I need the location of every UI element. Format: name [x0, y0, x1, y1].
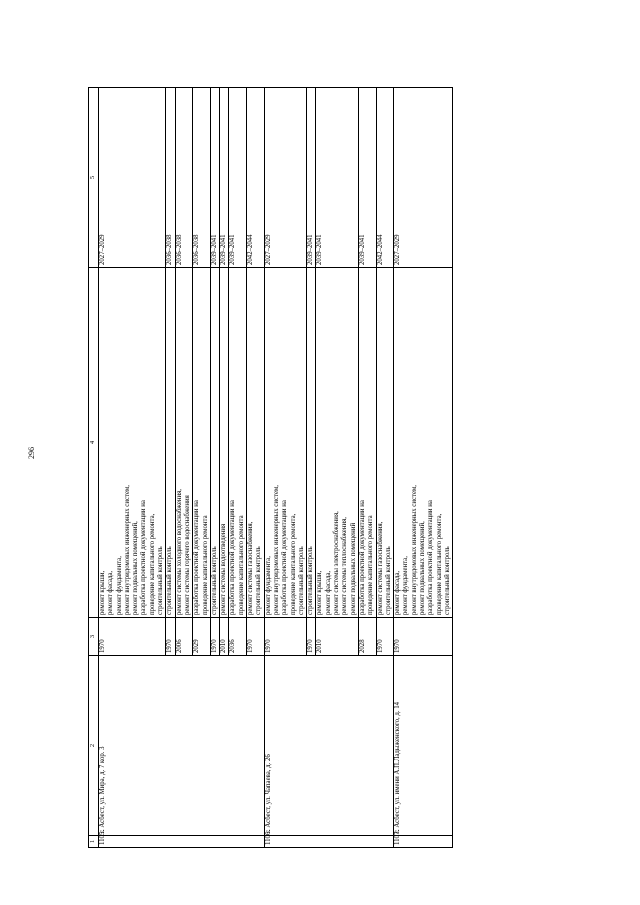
- commission-year: 1970: [166, 618, 175, 656]
- planned-period: 2042–2044: [247, 88, 265, 268]
- commission-year: 1970: [264, 618, 306, 656]
- planned-period: 2039–2041: [229, 88, 247, 268]
- table-header-row: [89, 88, 99, 848]
- header-col-4: 4: [89, 268, 99, 618]
- commission-year: 1970: [394, 618, 453, 656]
- planned-period: 2036–2038: [166, 88, 175, 268]
- object-number: 1105.: [99, 836, 265, 848]
- table-body: [99, 88, 453, 848]
- planned-period: 2042–2044: [376, 88, 394, 268]
- planned-period: 2027–2029: [264, 88, 306, 268]
- commission-year: 1970: [247, 618, 265, 656]
- object-address: г. Асбест, ул. Чапаева, д. 26: [264, 656, 393, 836]
- table-row: [99, 88, 166, 848]
- capital-repair-schedule-table: [88, 87, 453, 848]
- planned-period: 2039–2041: [358, 88, 376, 268]
- commission-year: 2010: [316, 618, 358, 656]
- commission-year: 2006: [175, 618, 193, 656]
- object-address: г. Асбест, ул. Мира, д. 7 кор. 3: [99, 656, 265, 836]
- repair-works: ремонт системы газоснабжения, строительный контроль: [376, 268, 394, 618]
- commission-year: 1970: [376, 618, 394, 656]
- repair-works: ремонт системы водоотведения: [220, 268, 229, 618]
- repair-works: ремонт системы холодного водоснабжения, ремонт системы горячего водоснабжения: [175, 268, 193, 618]
- commission-year: 1970: [99, 618, 166, 656]
- commission-year: 1970: [307, 618, 316, 656]
- planned-period: 2039–2041: [307, 88, 316, 268]
- commission-year: 2036: [229, 618, 247, 656]
- planned-period: 2036–2038: [175, 88, 193, 268]
- planned-period: 2039–2041: [210, 88, 219, 268]
- repair-works: разработка проектной документации на проведение капитального ремонта: [193, 268, 211, 618]
- repair-works: ремонт крыши, ремонт фасада, ремонт фундамента, ремонт внутридомовых инженерных систем, ремонт подвальных помещений, разработка проектной документации на проведение капитального ремонта, строительный контроль: [99, 268, 166, 618]
- commission-year: 2028: [358, 618, 376, 656]
- commission-year: 2029: [193, 618, 211, 656]
- header-col-3: 3: [89, 618, 99, 656]
- object-address: г. Асбест, ул. имени А.П.Ладыженского, д. 14: [394, 656, 453, 836]
- table-row: [394, 88, 453, 848]
- planned-period: 2027–2029: [99, 88, 166, 268]
- repair-works: ремонт фасада, ремонт фундамента, ремонт внутридомовых инженерных систем, ремонт подвальных помещений, разработка проектной документации на проведение капитального ремонта, строительный контроль: [394, 268, 453, 618]
- repair-works: строительный контроль: [307, 268, 316, 618]
- planned-period: 2036–2038: [193, 88, 211, 268]
- rotated-page-content: [88, 88, 600, 848]
- repair-works: строительный контроль: [166, 268, 175, 618]
- commission-year: 1970: [210, 618, 219, 656]
- commission-year: 2010: [220, 618, 229, 656]
- page-number: 296: [27, 447, 36, 459]
- repair-works: ремонт крыши, ремонт фасада, ремонт системы электроснабжения, ремонт системы теплоснабжения, ремонт подвальных помещений: [316, 268, 358, 618]
- repair-works: ремонт фундамента, ремонт внутридомовых инженерных систем, разработка проектной документации на проведение капитального ремонта, строительный контроль: [264, 268, 306, 618]
- object-number: 1107.: [394, 836, 453, 848]
- repair-works: разработка проектной документации на проведение капитального ремонта: [358, 268, 376, 618]
- repair-works: строительный контроль: [210, 268, 219, 618]
- header-col-5: 5: [89, 88, 99, 268]
- repair-works: ремонт системы газоснабжения, строительный контроль: [247, 268, 265, 618]
- repair-works: разработка проектной документации на проведение капитального ремонта: [229, 268, 247, 618]
- planned-period: 2039–2041: [220, 88, 229, 268]
- header-col-2: 2: [89, 656, 99, 836]
- object-number: 1106.: [264, 836, 393, 848]
- planned-period: 2027–2029: [394, 88, 453, 268]
- planned-period: 2039–2041: [316, 88, 358, 268]
- header-col-1: 1: [89, 836, 99, 848]
- table-row: [264, 88, 306, 848]
